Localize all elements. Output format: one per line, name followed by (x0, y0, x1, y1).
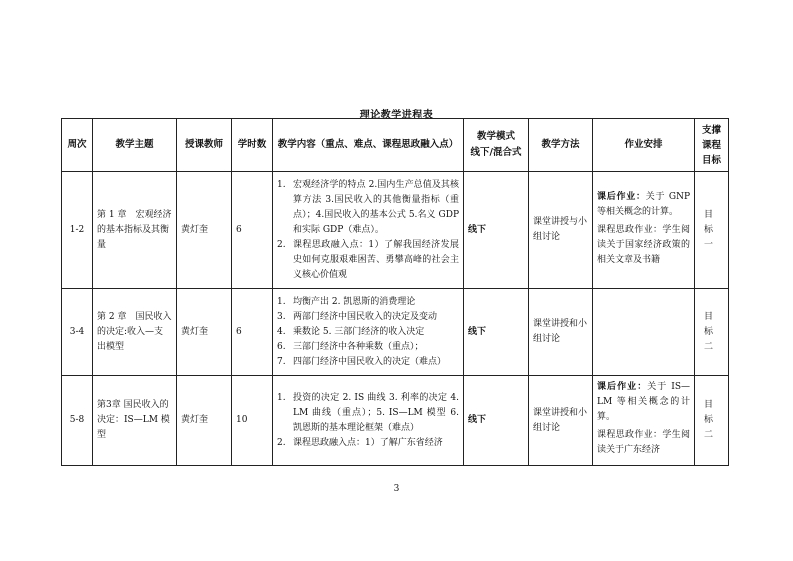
mode-cell: 线下 (464, 289, 529, 376)
week-cell: 5-8 (62, 376, 93, 466)
header-teacher: 授课教师 (177, 119, 232, 172)
support-cell: 目 标 二 (695, 289, 729, 376)
week-cell: 3-4 (62, 289, 93, 376)
homework-item: 课后作业：关于 GNP 等相关概念的计算。 (597, 191, 690, 217)
content-item: 1. 宏观经济学的特点 2.国内生产总值及其核算方法 3.国民收入的其他衡量指标（重点）；4.国民收入的基本公式 5.名义 GDP 和实际 GDP（难点）。 (277, 179, 459, 235)
teacher-cell: 黄灯奎 (177, 376, 232, 466)
table-row (62, 172, 729, 289)
content-item: 7. 四部门经济中国民收入的决定（难点） (277, 356, 447, 367)
table-header-row (62, 119, 729, 172)
header-content: 教学内容（重点、难点、课程思政融入点） (273, 119, 464, 172)
content-item: 1. 投资的决定 2. IS 曲线 3. 利率的决定 4. LM 曲线（重点）；5. IS—LM 模型 6. 凯恩斯的基本理论框架（难点） (277, 392, 459, 433)
homework-cell (593, 172, 695, 289)
content-item: 2. 课程思政融入点：1）了解我国经济发展史如何克服艰难困苦、勇攀高峰的社会主义核心价值观 (277, 239, 459, 280)
method-cell: 课堂讲授与小组讨论 (529, 172, 593, 289)
homework-item: 课后作业：关于 IS—LM 等相关概念的计算。 (597, 382, 690, 422)
homework-item: 课程思政作业：学生阅读关于广东经济 (597, 430, 690, 455)
content-item: 4. 乘数论 5. 三部门经济的收入决定 (277, 326, 425, 337)
content-cell (273, 289, 464, 376)
header-method: 教学方法 (529, 119, 593, 172)
topic-cell: 第3章 国民收入的决定：IS—LM 模型 (93, 376, 177, 466)
content-item: 2. 课程思政融入点：1）了解广东省经济 (277, 437, 443, 448)
content-item: 1. 均衡产出 2. 凯恩斯的消费理论 (277, 296, 416, 307)
teacher-cell: 黄灯奎 (177, 172, 232, 289)
content-cell (273, 376, 464, 466)
content-cell (273, 172, 464, 289)
method-cell: 课堂讲授和小组讨论 (529, 289, 593, 376)
header-topic: 教学主题 (93, 119, 177, 172)
topic-cell: 第 1 章 宏观经济的基本指标及其衡量 (93, 172, 177, 289)
content-item: 3. 两部门经济中国民收入的决定及变动 (277, 311, 438, 322)
header-hours: 学时数 (232, 119, 273, 172)
homework-cell (593, 289, 695, 376)
table-title: 理论教学进程表 (359, 110, 434, 121)
support-cell: 目 标 二 (695, 376, 729, 466)
header-homework: 作业安排 (593, 119, 695, 172)
hours-cell: 10 (232, 376, 273, 466)
table-row (62, 289, 729, 376)
method-cell: 课堂讲授和小组讨论 (529, 376, 593, 466)
hours-cell: 6 (232, 172, 273, 289)
content-item: 6. 三部门经济中各种乘数（重点）； (277, 341, 424, 352)
table-row (62, 376, 729, 466)
homework-cell (593, 376, 695, 466)
topic-cell: 第 2 章 国民收入的决定:收入—支出模型 (93, 289, 177, 376)
homework-item: 课程思政作业：学生阅读关于国家经济政策的相关文章及书籍 (597, 224, 690, 265)
teaching-schedule-table (61, 118, 729, 466)
header-week: 周次 (62, 119, 93, 172)
support-cell: 目 标 一 (695, 172, 729, 289)
hours-cell: 6 (232, 289, 273, 376)
header-support: 支撑 课程 目标 (695, 119, 729, 172)
teacher-cell: 黄灯奎 (177, 289, 232, 376)
week-cell: 1-2 (62, 172, 93, 289)
mode-cell: 线下 (464, 376, 529, 466)
page-number: 3 (393, 484, 400, 494)
header-mode: 教学模式 线下/混合式 (464, 119, 529, 172)
mode-cell: 线下 (464, 172, 529, 289)
